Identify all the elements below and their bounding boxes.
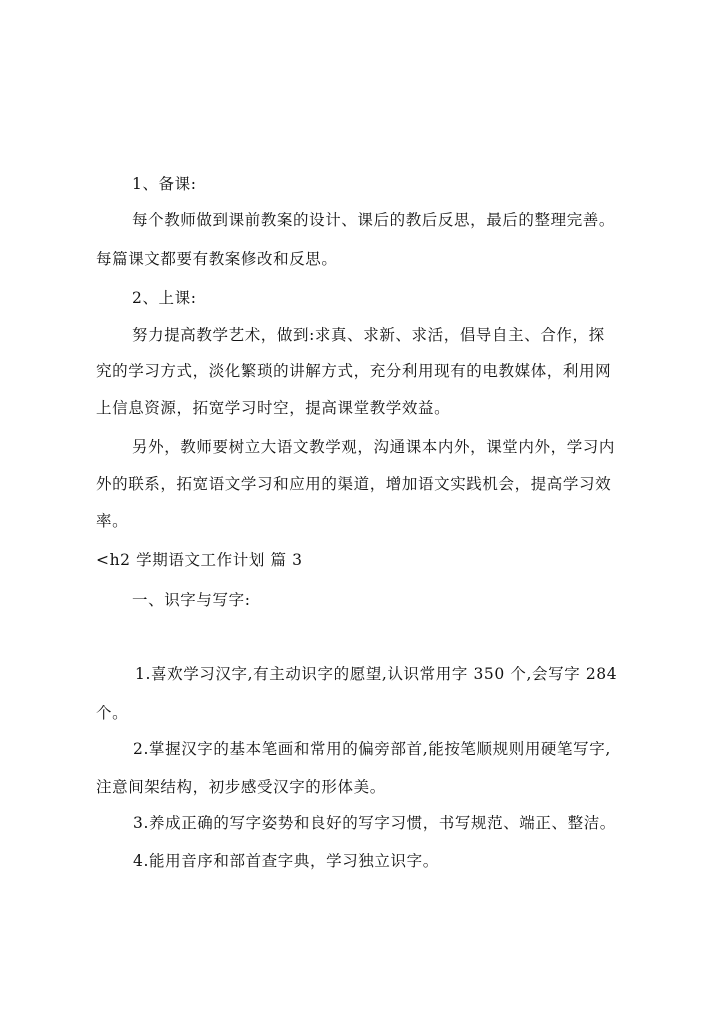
item-4-line: 4.能用音序和部首查字典，学习独立识字。 bbox=[133, 852, 439, 870]
section-2-body-line: 究的学习方式，淡化繁琐的讲解方式，充分利用现有的电教媒体，利用网 bbox=[96, 362, 612, 380]
item-1-line: 1.喜欢学习汉字,有主动识字的愿望,认识常用字 350 个,会写字 284 bbox=[135, 665, 618, 683]
section-2-heading: 2、上课: bbox=[132, 289, 197, 307]
item-2-line: 注意间架结构，初步感受汉字的形体美。 bbox=[96, 778, 386, 796]
part-1-heading: 一、识字与写字: bbox=[132, 591, 251, 609]
section-2-body-line: 努力提高教学艺术，做到:求真、求新、求活，倡导自主、合作，探 bbox=[132, 326, 605, 344]
article-heading: <h2 学期语文工作计划 篇 3 bbox=[96, 551, 303, 569]
section-1-heading: 1、备课: bbox=[132, 175, 197, 193]
section-3-body-line: 另外，教师要树立大语文教学观，沟通课本内外，课堂内外，学习内 bbox=[132, 438, 616, 456]
section-3-body-line: 外的联系，拓宽语文学习和应用的渠道，增加语文实践机会，提高学习效 bbox=[96, 475, 612, 493]
section-1-body-line: 每篇课文都要有教案修改和反思。 bbox=[96, 250, 338, 268]
section-3-body-line: 率。 bbox=[96, 512, 129, 530]
item-1-line: 个。 bbox=[96, 704, 129, 722]
item-2-line: 2.掌握汉字的基本笔画和常用的偏旁部首,能按笔顺规则用硬笔写字, bbox=[133, 740, 611, 758]
item-3-line: 3.养成正确的写字姿势和良好的写字习惯，书写规范、端正、整洁。 bbox=[133, 814, 616, 832]
section-1-body-line: 每个教师做到课前教案的设计、课后的教后反思，最后的整理完善。 bbox=[132, 211, 616, 229]
section-2-body-line: 上信息资源，拓宽学习时空，提高课堂教学效益。 bbox=[96, 399, 451, 417]
